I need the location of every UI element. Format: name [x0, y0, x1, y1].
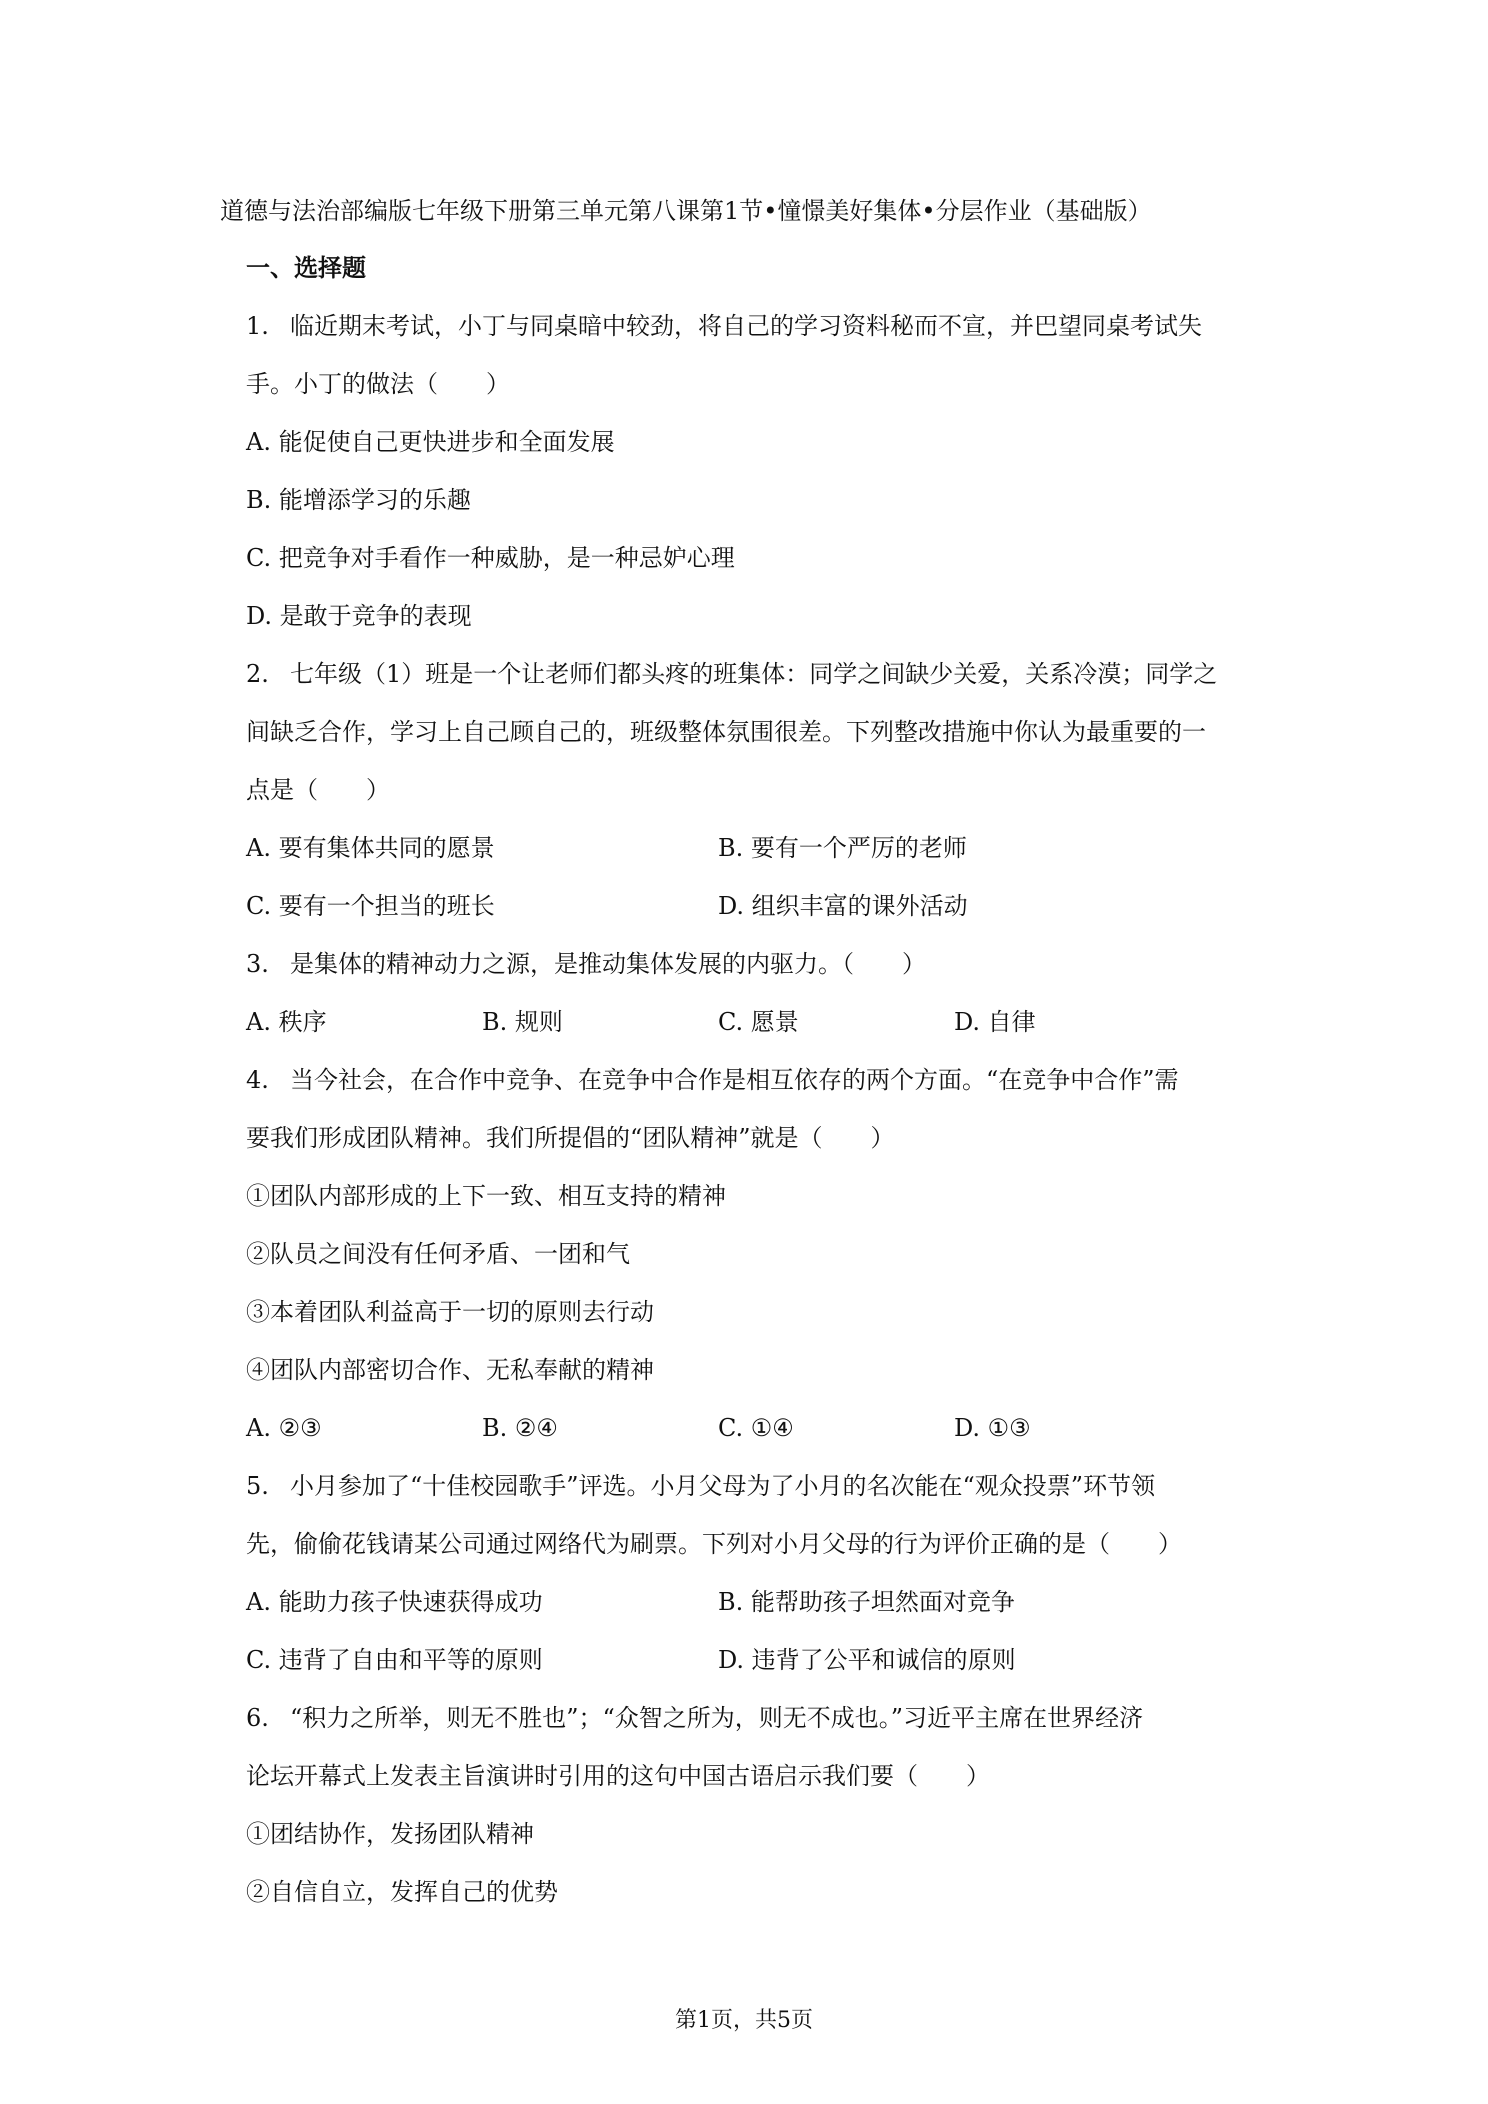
question-number: 3.	[246, 950, 269, 978]
question-5-option-d: D. 违背了公平和诚信的原则	[718, 1646, 1016, 1674]
question-5-option-c: C. 违背了自由和平等的原则	[246, 1646, 543, 1674]
question-4-statement-1: ①团队内部形成的上下一致、相互支持的精神	[246, 1182, 726, 1210]
question-2-option-d: D. 组织丰富的课外活动	[718, 892, 968, 920]
question-2-option-b: B. 要有一个严厉的老师	[718, 834, 967, 862]
question-number: 2.	[246, 660, 269, 688]
question-6-statement-1: ①团结协作，发扬团队精神	[246, 1820, 534, 1848]
question-4-statement-4: ④团队内部密切合作、无私奉献的精神	[246, 1356, 654, 1384]
question-text: 是集体的精神动力之源，是推动集体发展的内驱力。（ ）	[290, 950, 926, 978]
question-6-stem-line-2: 论坛开幕式上发表主旨演讲时引用的这句中国古语启示我们要（ ）	[246, 1762, 990, 1790]
question-1-stem-line-1	[246, 308, 1202, 344]
question-5-stem-line-1	[246, 1468, 1155, 1504]
question-1-option-a: A. 能促使自己更快进步和全面发展	[246, 428, 615, 456]
question-2-stem-line-2: 间缺乏合作，学习上自己顾自己的，班级整体氛围很差。下列整改措施中你认为最重要的一	[246, 718, 1206, 746]
question-5-option-b: B. 能帮助孩子坦然面对竞争	[718, 1588, 1015, 1616]
question-1-option-c: C. 把竞争对手看作一种威胁，是一种忌妒心理	[246, 544, 735, 572]
page-footer: 第1页，共5页	[675, 2008, 813, 2033]
question-4-statement-3: ③本着团队利益高于一切的原则去行动	[246, 1298, 654, 1326]
question-3-option-b: B. 规则	[482, 1008, 563, 1036]
question-number: 6.	[246, 1704, 269, 1732]
section-heading: 一、选择题	[246, 254, 366, 282]
question-4-option-c: C. ①④	[718, 1414, 794, 1442]
question-text: 临近期末考试，小丁与同桌暗中较劲，将自己的学习资料秘而不宣，并巴望同桌考试失	[290, 312, 1202, 340]
question-6-stem-line-1	[246, 1700, 1143, 1736]
document-title: 道德与法治部编版七年级下册第三单元第八课第1节•憧憬美好集体•分层作业（基础版）	[220, 197, 1152, 225]
question-4-option-a: A. ②③	[246, 1414, 322, 1442]
question-4-stem-line-2: 要我们形成团队精神。我们所提倡的“团队精神”就是（ ）	[246, 1124, 895, 1152]
question-text: 七年级（1）班是一个让老师们都头疼的班集体：同学之间缺少关爱，关系冷漠；同学之	[290, 660, 1218, 688]
question-text: “积力之所举，则无不胜也”；“众智之所为，则无不成也。”习近平主席在世界经济	[290, 1704, 1144, 1732]
question-6-statement-2: ②自信自立，发挥自己的优势	[246, 1878, 558, 1906]
question-3-option-c: C. 愿景	[718, 1008, 799, 1036]
question-3-option-d: D. 自律	[954, 1008, 1036, 1036]
question-4-statement-2: ②队员之间没有任何矛盾、一团和气	[246, 1240, 630, 1268]
question-4-option-b: B. ②④	[482, 1414, 558, 1442]
question-2-stem-line-1	[246, 656, 1217, 692]
question-2-option-c: C. 要有一个担当的班长	[246, 892, 495, 920]
question-number: 4.	[246, 1066, 269, 1094]
question-4-option-d: D. ①③	[954, 1414, 1031, 1442]
question-1-option-d: D. 是敢于竞争的表现	[246, 602, 472, 630]
question-number: 1.	[246, 312, 269, 340]
question-1-option-b: B. 能增添学习的乐趣	[246, 486, 471, 514]
question-2-option-a: A. 要有集体共同的愿景	[246, 834, 495, 862]
question-1-stem-line-2: 手。小丁的做法（ ）	[246, 370, 510, 398]
question-3-stem-line-1	[246, 946, 926, 982]
question-text: 当今社会，在合作中竞争、在竞争中合作是相互依存的两个方面。“在竞争中合作”需	[290, 1066, 1179, 1094]
question-3-option-a: A. 秩序	[246, 1008, 327, 1036]
question-text: 小月参加了“十佳校园歌手”评选。小月父母为了小月的名次能在“观众投票”环节领	[290, 1472, 1156, 1500]
question-4-stem-line-1	[246, 1062, 1179, 1098]
question-5-option-a: A. 能助力孩子快速获得成功	[246, 1588, 543, 1616]
question-2-stem-line-3: 点是（ ）	[246, 776, 390, 804]
question-5-stem-line-2: 先，偷偷花钱请某公司通过网络代为刷票。下列对小月父母的行为评价正确的是（ ）	[246, 1530, 1182, 1558]
question-number: 5.	[246, 1472, 269, 1500]
